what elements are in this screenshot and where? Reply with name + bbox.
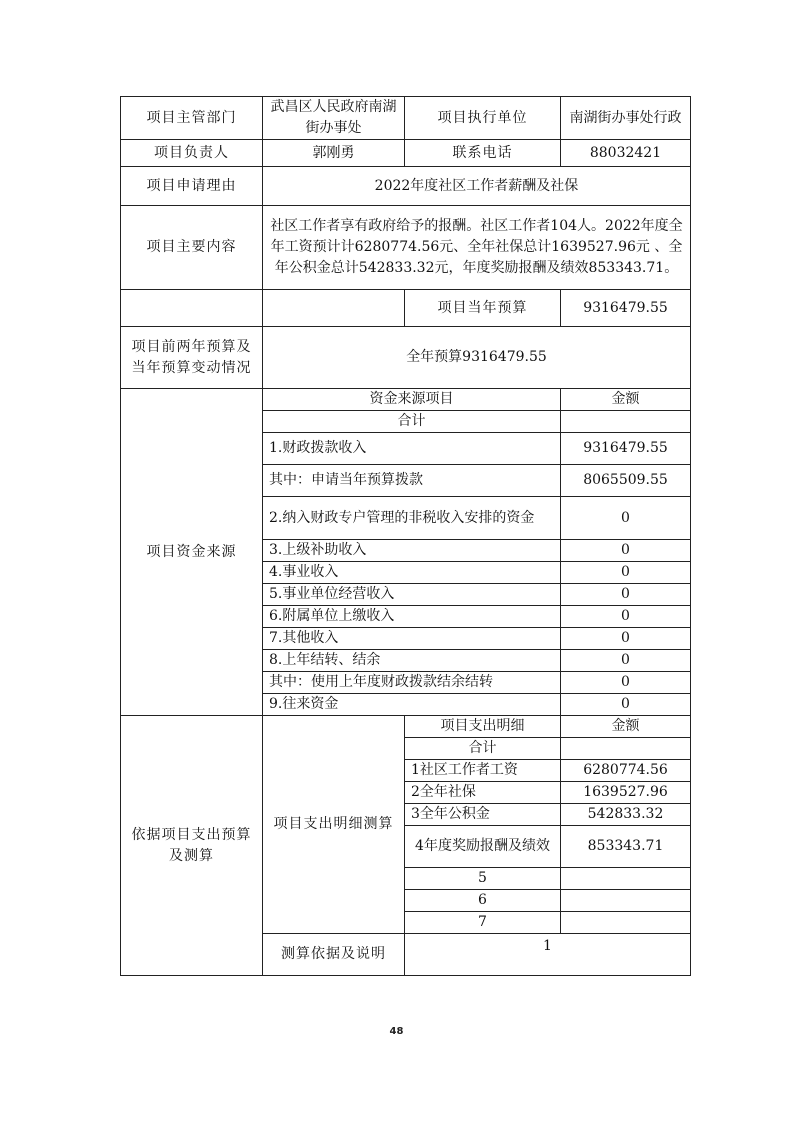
funding-col-amount: 金额 — [561, 389, 691, 411]
expense-col-item: 项目支出明细 — [405, 716, 561, 738]
funding-item: 5.事业单位经营收入 — [263, 584, 561, 606]
page-number: 48 — [389, 1026, 404, 1037]
funding-amount: 9316479.55 — [561, 433, 691, 465]
expense-item: 3全年公积金 — [405, 804, 561, 826]
expense-amount: 542833.32 — [561, 804, 691, 826]
funding-amount: 0 — [561, 606, 691, 628]
basis-value: 1 — [405, 934, 691, 976]
table-row — [121, 140, 691, 167]
expense-item: 5 — [405, 868, 561, 890]
expense-amount — [561, 868, 691, 890]
exec-label: 项目执行单位 — [405, 97, 561, 140]
phone-value: 88032421 — [561, 140, 691, 167]
expense-col-amount: 金额 — [561, 716, 691, 738]
expense-item: 4年度奖励报酬及绩效 — [405, 826, 561, 868]
expense-item: 6 — [405, 890, 561, 912]
empty-cell — [263, 290, 405, 327]
table-row — [121, 389, 691, 411]
table-row — [121, 206, 691, 290]
expense-item: 合计 — [405, 738, 561, 760]
phone-label: 联系电话 — [405, 140, 561, 167]
table-row — [121, 167, 691, 206]
funding-amount: 0 — [561, 628, 691, 650]
leader-label: 项目负责人 — [121, 140, 263, 167]
funding-amount: 0 — [561, 584, 691, 606]
dept-label: 项目主管部门 — [121, 97, 263, 140]
prev-budget-value: 全年预算9316479.55 — [263, 327, 691, 389]
funding-item: 4.事业收入 — [263, 562, 561, 584]
funding-amount — [561, 411, 691, 433]
funding-amount: 8065509.55 — [561, 465, 691, 497]
expense-item: 7 — [405, 912, 561, 934]
funding-amount: 0 — [561, 650, 691, 672]
funding-label: 项目资金来源 — [121, 389, 263, 716]
current-budget-value: 9316479.55 — [561, 290, 691, 327]
content-value: 社区工作者享有政府给予的报酬。社区工作者104人。2022年度全年工资预计计6280774.56元、全年社保总计1639527.96元 、全年公积金总计542833.32元，年度奖励报酬及绩效853343.71。 — [263, 206, 691, 290]
content-label: 项目主要内容 — [121, 206, 263, 290]
expense-amount — [561, 912, 691, 934]
reason-value: 2022年度社区工作者薪酬及社保 — [263, 167, 691, 206]
expense-amount — [561, 738, 691, 760]
funding-col-item: 资金来源项目 — [263, 389, 561, 411]
funding-amount: 0 — [561, 497, 691, 540]
empty-cell — [121, 290, 263, 327]
expense-sub-label: 项目支出明细测算 — [263, 716, 405, 934]
table-row — [121, 716, 691, 738]
leader-value: 郭刚勇 — [263, 140, 405, 167]
funding-amount: 0 — [561, 694, 691, 716]
table-row — [121, 327, 691, 389]
funding-amount: 0 — [561, 562, 691, 584]
funding-item: 合计 — [263, 411, 561, 433]
current-budget-label: 项目当年预算 — [405, 290, 561, 327]
expense-label: 依据项目支出预算及测算 — [121, 716, 263, 976]
expense-amount — [561, 890, 691, 912]
table-row — [121, 97, 691, 140]
funding-item: 2.纳入财政专户管理的非税收入安排的资金 — [263, 497, 561, 540]
dept-value: 武昌区人民政府南湖街办事处 — [263, 97, 405, 140]
funding-amount: 0 — [561, 672, 691, 694]
funding-item: 其中：使用上年度财政拨款结余结转 — [263, 672, 561, 694]
expense-amount: 1639527.96 — [561, 782, 691, 804]
expense-item: 2全年社保 — [405, 782, 561, 804]
funding-item: 3.上级补助收入 — [263, 540, 561, 562]
funding-item: 9.往来资金 — [263, 694, 561, 716]
expense-amount: 853343.71 — [561, 826, 691, 868]
project-budget-table — [120, 96, 691, 976]
funding-item: 1.财政拨款收入 — [263, 433, 561, 465]
exec-value: 南湖街办事处行政 — [561, 97, 691, 140]
basis-label: 测算依据及说明 — [263, 934, 405, 976]
expense-item: 1社区工作者工资 — [405, 760, 561, 782]
table-row — [121, 290, 691, 327]
funding-amount: 0 — [561, 540, 691, 562]
funding-item: 8.上年结转、结余 — [263, 650, 561, 672]
prev-budget-label: 项目前两年预算及当年预算变动情况 — [121, 327, 263, 389]
reason-label: 项目申请理由 — [121, 167, 263, 206]
funding-item: 7.其他收入 — [263, 628, 561, 650]
funding-item: 6.附属单位上缴收入 — [263, 606, 561, 628]
funding-item: 其中：申请当年预算拨款 — [263, 465, 561, 497]
expense-amount: 6280774.56 — [561, 760, 691, 782]
